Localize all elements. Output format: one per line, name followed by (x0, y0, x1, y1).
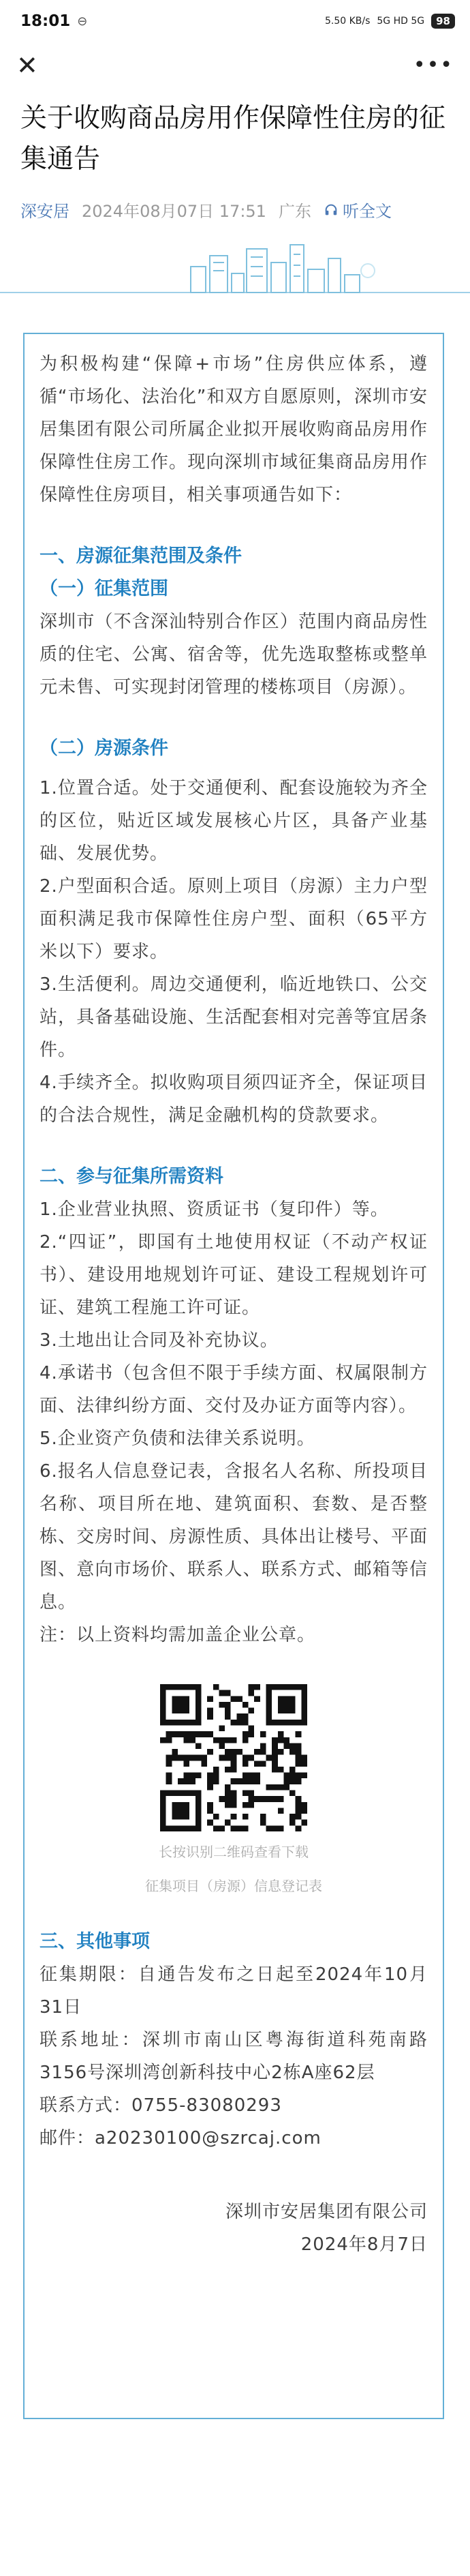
status-time: 18:01 (20, 12, 71, 30)
article-title: 关于收购商品房用作保障性住房的征集通告 (20, 103, 446, 175)
material-item: 1.企业营业执照、资质证书（复印件）等。 (40, 1199, 389, 1220)
other-item: 征集期限：自通告发布之日起至2024年10月31日 (40, 1964, 428, 2018)
other-item: 联系地址：深圳市南山区粤海街道科苑南路3156号深圳湾创新科技中心2栋A座62层 (40, 2030, 428, 2083)
material-item: 5.企业资产负债和法律关系说明。 (40, 1428, 315, 1449)
nav-bar (0, 42, 470, 89)
section-3-title: 三、其他事项 (40, 1931, 150, 1952)
material-note: 注：以上资料均需加盖企业公章。 (40, 1625, 316, 1645)
article-datetime: 2024年08月07日 17:51 (82, 202, 266, 221)
more-icon[interactable]: ••• (413, 53, 454, 77)
material-item: 3.土地出让合同及补充协议。 (40, 1330, 279, 1351)
qr-caption-form: 征集项目（房源）信息登记表 (145, 1878, 322, 1894)
section-1a-title: （一）征集范围 (40, 578, 168, 599)
other-item: 联系方式：0755-83080293 (40, 2095, 282, 2116)
condition-item: 1.位置合适。处于交通便利、配套设施较为齐全的区位，贴近区域发展核心片区，具备产业基础、发展优势。 (40, 778, 428, 864)
network-speed: 5.50 KB/s (324, 16, 371, 27)
status-bar (0, 0, 470, 42)
battery-indicator: 98 (431, 14, 455, 29)
material-item: 6.报名人信息登记表，含报名人名称、所投项目名称、项目所在地、建筑面积、套数、是否整栋、交房时间、房源性质、具体出让楼号、平面图、意向市场价、联系人、联系方式、邮箱等信息。 (40, 1461, 428, 1613)
skyline-banner (0, 239, 470, 301)
article-source[interactable]: 深安居 (20, 202, 69, 221)
section-1b-title: （二）房源条件 (40, 738, 168, 759)
section-1-title: 一、房源征集范围及条件 (40, 545, 242, 567)
article-location: 广东 (278, 202, 311, 221)
notice-card (23, 333, 444, 2419)
skyline-illustration (0, 239, 470, 301)
signature-org: 深圳市安居集团有限公司 (225, 2202, 428, 2222)
listen-label: 听全文 (342, 202, 392, 221)
signal-indicator: 5G HD 5G (377, 16, 425, 27)
condition-item: 4.手续齐全。拟收购项目须四证齐全，保证项目的合法合规性，满足金融机构的贷款要求。 (40, 1073, 428, 1126)
condition-item: 2.户型面积合适。原则上项目（房源）主力户型面积满足我市保障性住房户型、面积（65平方米以下）要求。 (40, 876, 428, 962)
notification-icon: ⊖ (77, 14, 88, 29)
qr-section (40, 1684, 428, 1897)
intro-paragraph: 为积极构建“保障+市场”住房供应体系，遵循“市场化、法治化”和双方自愿原则，深圳市安居集团有限公司所属企业拟开展收购商品房用作保障性住房工作。现向深圳市域征集商品房用作保障性住房项目，相关事项通告如下： (40, 354, 428, 505)
qr-caption: 长按识别二维码查看下载 (159, 1844, 309, 1860)
close-icon[interactable]: ✕ (16, 50, 38, 80)
article-meta (20, 198, 450, 222)
listen-button[interactable] (324, 198, 392, 222)
condition-item: 3.生活便利。周边交通便利，临近地铁口、公交站，具备基础设施、生活配套相对完善等宜居条件。 (40, 974, 428, 1060)
material-item: 2.“四证”，即国有土地使用权证（不动产权证书）、建设用地规划许可证、建设工程规划许可证、建筑工程施工许可证。 (40, 1232, 428, 1318)
section-2-title: 二、参与征集所需资料 (40, 1166, 223, 1187)
qr-code[interactable] (160, 1684, 307, 1831)
material-item: 4.承诺书（包含但不限于手续方面、权属限制方面、法律纠纷方面、交付及办证方面等内容）。 (40, 1363, 428, 1416)
headphones-icon (324, 203, 339, 218)
signature-date: 2024年8月7日 (300, 2234, 428, 2255)
section-1a-text: 深圳市（不含深汕特别合作区）范围内商品房性质的住宅、公寓、宿舍等，优先选取整栋或整单元未售、可实现封闭管理的楼栋项目（房源）。 (40, 612, 428, 698)
other-item: 邮件：a20230100@szrcaj.com (40, 2128, 322, 2148)
